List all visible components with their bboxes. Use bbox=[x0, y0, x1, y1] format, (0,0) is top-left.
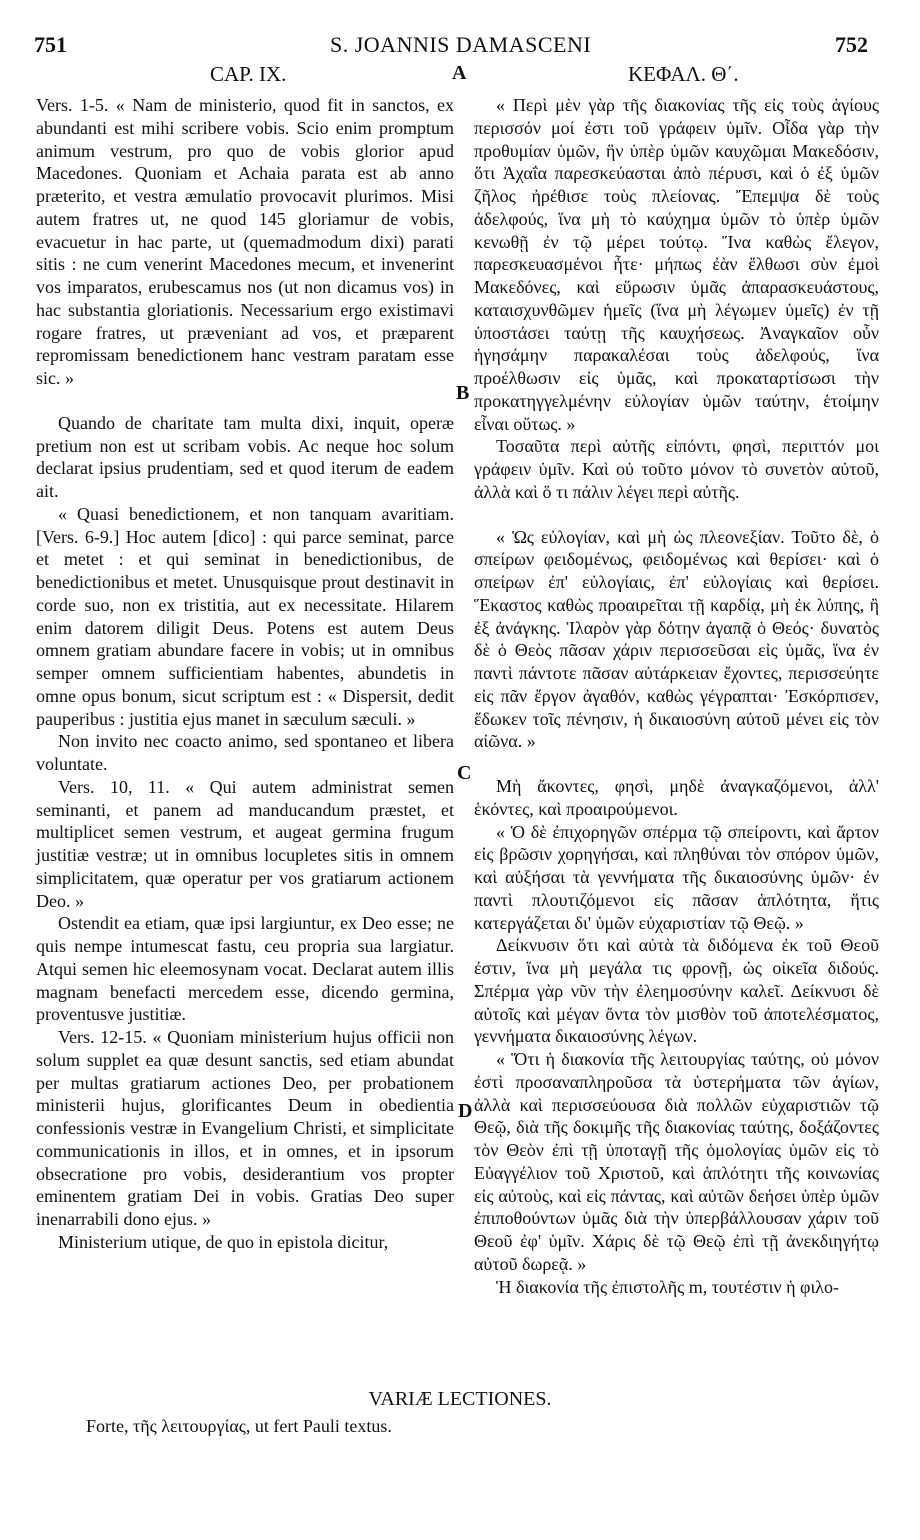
greek-column bbox=[474, 94, 879, 1298]
running-title: S. JOANNIS DAMASCENI bbox=[330, 32, 592, 57]
latin-paragraph: Vers. 12-15. « Quoniam ministerium hujus officii non solum supplet ea quæ desunt sanctis, sed etiam abundat per multas gratiarum actiones Deo, per probationem ministerii hujus, glorificantes Deum in obedientia confessionis vestræ in Evangelium Christi, et simplicitate communicationis in illos, et in omnes, et in ipsorum obsecratione pro vobis, desiderantium vos propter eminentem gratiam Dei in vobis. Gratias Deo super inenarrabili dono ejus. » bbox=[36, 1027, 454, 1229]
page-number-right: 752 bbox=[835, 32, 868, 57]
latin-paragraph: Vers. 1-5. « Nam de ministerio, quod fit in sanctos, ex abundanti est mihi scribere vobis. Scio enim promptum animum vestrum, pro quo de vobis glorior apud Macedones. Quoniam et Achaia parata est ab anno præterito, et vestra æmulatio provocavit plurimos. Misi autem fratres ut, ne quod 145 gloriamur de vobis, evacuetur in hac parte, ut (quemadmodum dixi) parati sitis : ne cum venerint Macedones mecum, et invenerint vos imparatos, erubescamus nos (ut non dicamus vos) in hac substantia gloriationis. Necessarium ergo existimavi rogare fratres, ut præveniant ad vos, et præparent repromissam benedictionem hanc vestram paratam esse sic. » bbox=[36, 95, 454, 388]
latin-column bbox=[36, 94, 454, 1254]
chapter-heading-latin: CAP. IX. bbox=[210, 62, 287, 86]
variae-lectiones-heading: VARIÆ LECTIONES. bbox=[368, 1388, 552, 1410]
section-marker-d: D bbox=[458, 1100, 473, 1122]
latin-paragraph: Non invito nec coacto animo, sed spontaneo et libera voluntate. bbox=[36, 731, 454, 774]
greek-paragraph: « Ὡς εὐλογίαν, καὶ μὴ ὡς πλεονεξίαν. Τοῦτο δὲ, ὁ σπείρων φειδομένως, φειδομένως καὶ θερίσει· καὶ ὁ σπείρων ἐπ' εὐλογίαις, ἐπ' εὐλογίαις καὶ θερίσει. Ἕκαστος καθὼς προαιρεῖται τῇ καρδίᾳ, μὴ ἐκ λύπης, ἢ ἐξ ἀνάγκης. Ἱλαρὸν γὰρ δότην ἀγαπᾷ ὁ Θεός· δυνατὸς δὲ ὁ Θεὸς πᾶσαν χάριν περισσεῦσαι εἰς ὑμᾶς, ἵνα ἐν παντὶ πάντοτε πᾶσαν αὐτάρκειαν ἔχοντες, περισσεύητε εἰς πᾶν ἔργον ἀγαθόν, καθὼς γέγραπται· Ἐσκόρπισεν, ἔδωκεν τοῖς πένησιν, ἡ δικαιοσύνη αὐτοῦ μένει εἰς τὸν αἰῶνα. » bbox=[474, 526, 879, 752]
latin-paragraph: « Quasi benedictionem, et non tanquam avaritiam. [Vers. 6-9.] Hoc autem [dico] : qui parce seminat, parce et metet : et qui seminat in benedictionibus, de benedictionibus et metet. Unusquisque prout destinavit in corde suo, non ex tristitia, aut ex necessitate. Hilarem enim datorem diligit Deus. Potens est autem Deus omnem gratiam abundare facere in vobis; ut in omnibus semper omnem sufficientiam habentes, abundetis in omne opus bonum, sicut scriptum est : « Dispersit, dedit pauperibus : justitia ejus manet in sæculum sæculi. » bbox=[36, 503, 454, 729]
greek-paragraph: « Περὶ μὲν γὰρ τῆς διακονίας τῆς εἰς τοὺς ἁγίους περισσόν μοί ἐστι τοῦ γράφειν ὑμῖν. Οἶδα γὰρ τὴν προθυμίαν ὑμῶν, ἣν ὑπὲρ ὑμῶν καυχῶμαι Μακεδόσιν, ὅτι Ἀχαΐα παρεσκεύασται ἀπὸ πέρυσι, καὶ ὁ ἐξ ὑμῶν ζῆλος ἠρέθισε τοὺς πλείονας. Ἔπεμψα δὲ τοὺς ἀδελφούς, ἵνα μὴ τὸ καύχημα ὑμῶν τὸ ὑπὲρ ὑμῶν κενωθῇ ἐν τῷ μέρει τούτῳ. Ἵνα καθὼς ἔλεγον, παρεσκευασμένοι ἦτε· μήπως ἐὰν ἔλθωσι σὺν ἐμοὶ Μακεδόνες, καὶ εὕρωσιν ὑμᾶς ἀπαρασκευάστους, καταισχυνθῶμεν ἡμεῖς (ἵνα μὴ λέγωμεν ὑμεῖς) ἐν τῇ ὑποστάσει ταύτῃ τῆς καυχήσεως. Ἀναγκαῖον οὖν ἡγησάμην παρακαλέσαι τοὺς ἀδελφούς, ἵνα προέλθωσιν εἰς ὑμᾶς, καὶ προκαταρτίσωσι τὴν προκατηγγελμένην εὐλογίαν ὑμῶν ταύτην, ἑτοίμην εἶναι οὕτως. » bbox=[474, 95, 879, 434]
latin-paragraph: Ministerium utique, de quo in epistola dicitur, bbox=[58, 1231, 389, 1252]
greek-paragraph: « Ὅτι ἡ διακονία τῆς λειτουργίας ταύτης, οὐ μόνον ἐστὶ προσαναπληροῦσα τὰ ὑστερήματα τῶν ἁγίων, ἀλλὰ καὶ περισσεύουσα διὰ πολλῶν εὐχαριστιῶν τῷ Θεῷ, διὰ τῆς δοκιμῆς τῆς διακονίας ταύτης, δοξάζοντες τὸν Θεὸν ἐπὶ τῇ ὑποταγῇ τῆς ὁμολογίας ὑμῶν εἰς τὸ Εὐαγγέλιον τοῦ Χριστοῦ, καὶ ἁπλότητι τῆς κοινωνίας εἰς αὐτοὺς, καὶ εἰς πάντας, καὶ αὐτῶν δεήσει ὑπὲρ ὑμῶν ἐπιποθούντων ὑμᾶς διὰ τὴν ὑπερβάλλουσαν χάριν τοῦ Θεοῦ ἐφ' ὑμῖν. Χάρις δὲ τῷ Θεῷ ἐπὶ τῇ ἀνεκδιηγήτῳ αὐτοῦ δωρεᾷ. » bbox=[474, 1049, 879, 1274]
section-marker-c: C bbox=[457, 762, 472, 784]
variae-lectiones-note: Forte, τῆς λειτουργίας, ut fert Pauli textus. bbox=[86, 1416, 392, 1436]
greek-paragraph: Τοσαῦτα περὶ αὐτῆς εἰπόντι, φησὶ, περιττόν μοι γράφειν ὑμῖν. Καὶ οὐ τοῦτο μόνον τὸ συνετὸν αὐτοῦ, ἀλλὰ καὶ ὅ τι πάλιν λέγει περὶ αὐτῆς. bbox=[474, 436, 879, 502]
latin-paragraph: Vers. 10, 11. « Qui autem administrat semen seminanti, et panem ad manducandum præstet, et multiplicet semen vestrum, et augeat germina frugum justitiæ vestræ; ut in omnibus locupletes sitis in omnem simplicitatem, quæ operatur per vos gratiarum actionem Deo. » bbox=[36, 776, 454, 911]
greek-paragraph: Δείκνυσιν ὅτι καὶ αὐτὰ τὰ διδόμενα ἐκ τοῦ Θεοῦ ἐστιν, ἵνα μὴ μεγάλα τις φρονῇ, ὡς οἰκεῖα διδούς. Σπέρμα γὰρ νῦν τὴν ἐλεημοσύνην καλεῖ. Δείκνυσι δὲ αὐτοῖς καὶ μέγαν ὄντα τὸν μισθὸν τοῦ ἀποτελέσματος, γεννήματα δικαιοσύνης λέγων. bbox=[474, 935, 879, 1047]
greek-paragraph: Ἡ διακονία τῆς ἐπιστολῆς m, τουτέστιν ἡ φιλο- bbox=[496, 1276, 840, 1297]
page-number-left: 751 bbox=[34, 32, 67, 57]
section-marker-b: B bbox=[456, 382, 470, 404]
latin-paragraph: Ostendit ea etiam, quæ ipsi largiuntur, ex Deo esse; ne quis nempe intumescat fastu, ceu propria sua largiatur. Atqui semen hic eleemosynam vocat. Declarat autem illis magnam benefacti mercedem esse, dicendo germina, proventusve justitiæ. bbox=[36, 913, 454, 1025]
section-marker-a: A bbox=[452, 62, 467, 84]
latin-paragraph: Quando de charitate tam multa dixi, inquit, operæ pretium non est ut scribam vobis. Ac neque hoc solum declarat ipsius prudentiam, sed et quod iterum de eadem ait. bbox=[36, 412, 454, 501]
greek-paragraph: « Ὁ δὲ ἐπιχορηγῶν σπέρμα τῷ σπείροντι, καὶ ἄρτον εἰς βρῶσιν χορηγήσαι, καὶ πληθύναι τὸν σπόρον ὑμῶν, καὶ αὐξήσαι τὰ γεννήματα τῆς δικαιοσύνης ὑμῶν· ἐν παντὶ πλουτιζόμενοι εἰς πᾶσαν ἁπλότητα, ἥτις κατεργάζεται δι' ὑμῶν εὐχαριστίαν τῷ Θεῷ. » bbox=[474, 821, 879, 933]
greek-paragraph: Μὴ ἄκοντες, φησὶ, μηδὲ ἀναγκαζόμενοι, ἀλλ' ἑκόντες, καὶ προαιρούμενοι. bbox=[474, 776, 879, 819]
chapter-heading-greek: ΚΕΦΑΛ. Θ΄. bbox=[628, 62, 739, 86]
